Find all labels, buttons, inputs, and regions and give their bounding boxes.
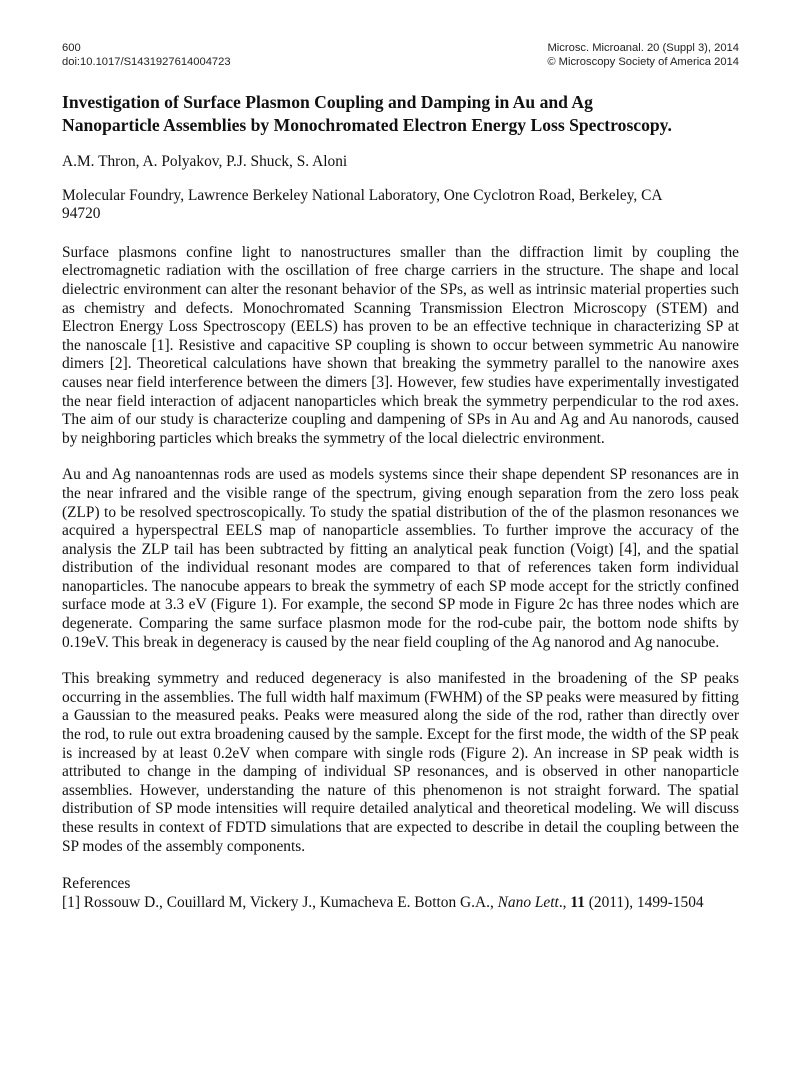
references-section	[62, 875, 739, 912]
reference-item	[62, 894, 739, 913]
title-line: Nanoparticle Assemblies by Monochromated Electron Energy Loss Spectroscopy.	[62, 115, 672, 135]
body-paragraph: Surface plasmons confine light to nanostructures smaller than the diffraction limit by coupling the electromagnetic radiation with the oscillation of free charge carriers in the structure. The shape and local dielectric environment can alter the resonant behavior of the SPs, as well as intrinsic material properties such as chemistry and defects. Monochromated Scanning Transmission Electron Microscopy (STEM) and Electron Energy Loss Spectroscopy (EELS) has proven to be an effective technique in characterizing SP at the nanoscale [1]. Resistive and capacitive SP coupling is shown to occur between symmetric Au nanowire dimers [2]. Theoretical calculations have shown that breaking the symmetry parallel to the nanowire axes causes near field interference between the dimers [3]. However, few studies have experimentally investigated the near field interaction of adjacent nanoparticles which break the symmetry perpendicular to the rod axes. The aim of our study is characterize coupling and dampening of SPs in Au and Ag and Au nanorods, caused by neighboring particles which breaks the symmetry of the local dielectric environment.	[62, 243, 739, 447]
header-right	[547, 42, 739, 69]
running-header	[62, 42, 739, 69]
body-paragraph: This breaking symmetry and reduced degeneracy is also manifested in the broadening of the SP peaks occurring in the assemblies. The full width half maximum (FWHM) of the SP peaks were measured by fitting a Gaussian to the measured peaks. Peaks were measured along the side of the rod, rather than directly over the rod, to rule out extra broadening caused by the sample. Except for the first mode, the width of the SP peak is increased by at least 0.2eV when compare with single rods (Figure 2). An increase in SP peak width is attributed to change in the damping of individual SP resonances, and is observed in other nanoparticle assemblies. However, understanding the nature of this phenomenon is not straight forward. The spatial distribution of SP mode intensities will require detailed analytical and theoretical modeling. We will discuss these results in context of FDTD simulations that are expected to describe in detail the coupling between the SP modes of the assembly components.	[62, 670, 739, 855]
reference-volume: 11	[570, 893, 585, 911]
header-left	[62, 42, 231, 69]
copyright: © Microscopy Society of America 2014	[547, 55, 739, 68]
affiliation	[62, 187, 739, 224]
page-number: 600	[62, 42, 81, 54]
affiliation-line: Molecular Foundry, Lawrence Berkeley National Laboratory, One Cyclotron Road, Berkeley, CA	[62, 186, 663, 204]
doi: doi:10.1017/S1431927614004723	[62, 55, 231, 68]
journal-citation: Microsc. Microanal. 20 (Suppl 3), 2014	[547, 42, 739, 54]
paper-title	[62, 91, 739, 137]
reference-journal: Nano Lett	[497, 893, 559, 911]
references-heading: References	[62, 875, 131, 893]
reference-authors: [1] Rossouw D., Couillard M, Vickery J., Kumacheva E. Botton G.A.,	[62, 893, 498, 911]
title-line: Investigation of Surface Plasmon Coupling and Damping in Au and Ag	[62, 92, 593, 112]
reference-sep: .,	[558, 893, 571, 911]
paper-page	[62, 42, 739, 912]
reference-year-pages: (2011), 1499-1504	[584, 893, 704, 911]
affiliation-line: 94720	[62, 205, 101, 223]
authors: A.M. Thron, A. Polyakov, P.J. Shuck, S. Aloni	[62, 153, 348, 170]
body-paragraph: Au and Ag nanoantennas rods are used as models systems since their shape dependent SP resonances are in the near infrared and the visible range of the spectrum, giving enough separation from the zero loss peak (ZLP) to be resolved spectroscopically. To study the spatial distribution of the of the plasmon resonances we acquired a hyperspectral EELS map of nanoparticle assemblies. To further improve the accuracy of the analysis the ZLP tail has been subtracted by fitting an analytical peak function (Voigt) [4], and the spatial distribution of the individual resonant modes are compared to that of references taken form individual nanoparticles. The nanocube appears to break the symmetry of each SP mode accept for the strictly confined surface mode at 3.3 eV (Figure 1). For example, the second SP mode in Figure 2c has three nodes which are degenerate. Comparing the same surface plasmon mode for the rod-cube pair, the bottom node shifts by 0.19eV. This break in degeneracy is caused by the near field coupling of the Ag nanorod and Ag nanocube.	[62, 466, 739, 651]
